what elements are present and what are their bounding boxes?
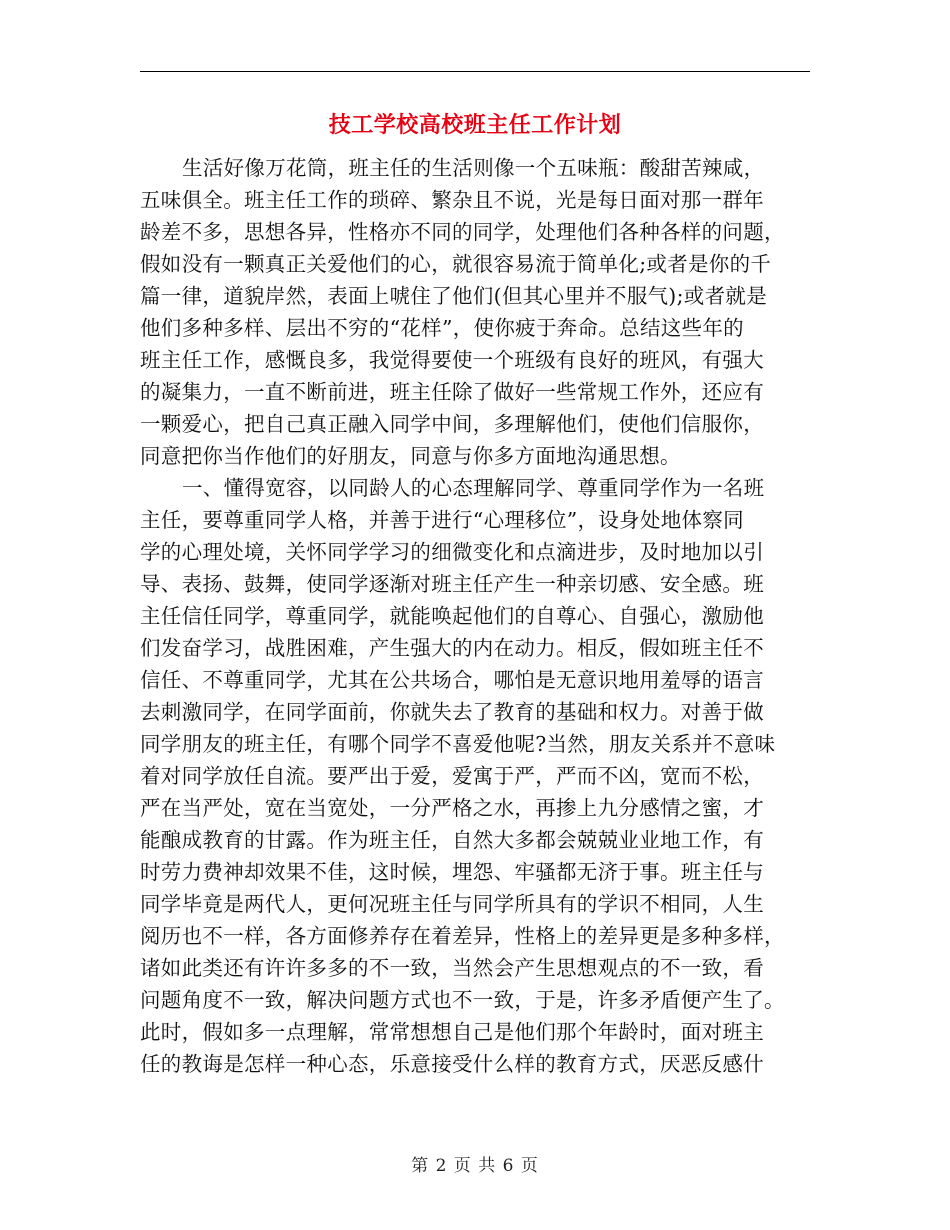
paragraph-2-line: 阅历也不一样，各方面修养存在着差异，性格上的差异更是多种多样， (140, 924, 785, 948)
paragraph-2-line: 学的心理处境，关怀同学学习的细微变化和点滴进步，及时地加以引 (140, 540, 764, 564)
document-title: 技工学校高校班主任工作计划 (328, 113, 622, 138)
paragraph-2-line: 同学毕竟是两代人，更何况班主任与同学所具有的学识不相同，人生 (140, 892, 764, 916)
paragraph-2-line: 能酿成教育的甘露。作为班主任，自然大多都会兢兢业业地工作，有 (140, 828, 764, 852)
paragraph-2-line: 一、懂得宽容，以同龄人的心态理解同学、尊重同学作为一名班 (182, 476, 765, 500)
paragraph-2-line: 任的教诲是怎样一种心态，乐意接受什么样的教育方式，厌恶反感什 (140, 1052, 764, 1076)
paragraph-2-line: 严在当严处，宽在当宽处，一分严格之水，再掺上九分感情之蜜，才 (140, 796, 764, 820)
paragraph-1-line: 篇一律，道貌岸然，表面上唬住了他们(但其心里并不服气);或者就是 (140, 284, 768, 308)
paragraph-2-line: 去刺激同学，在同学面前，你就失去了教育的基础和权力。对善于做 (140, 700, 764, 724)
paragraph-1-line: 班主任工作，感慨良多，我觉得要使一个班级有良好的班风，有强大 (140, 348, 764, 372)
paragraph-1-line: 同意把你当作他们的好朋友，同意与你多方面地沟通思想。 (140, 444, 681, 468)
paragraph-2-line: 主任，要尊重同学人格，并善于进行“心理移位”，设身处地体察同 (140, 508, 744, 532)
paragraph-2-line: 着对同学放任自流。要严出于爱，爱寓于严，严而不凶，宽而不松， (140, 764, 764, 788)
paragraph-2-line: 导、表扬、鼓舞，使同学逐渐对班主任产生一种亲切感、安全感。班 (140, 572, 764, 596)
paragraph-2-line: 问题角度不一致，解决问题方式也不一致，于是，许多矛盾便产生了。 (140, 988, 785, 1012)
paragraph-1-line: 五味俱全。班主任工作的琐碎、繁杂且不说，光是每日面对那一群年 (140, 188, 764, 212)
document-body (140, 152, 810, 1080)
paragraph-2-line: 此时，假如多一点理解，常常想想自己是他们那个年龄时，面对班主 (140, 1020, 764, 1044)
paragraph-2-line: 信任、不尊重同学，尤其在公共场合，哪怕是无意识地用羞辱的语言 (140, 668, 764, 692)
paragraph-1-line: 的凝集力，一直不断前进，班主任除了做好一些常规工作外，还应有 (140, 380, 764, 404)
paragraph-2-line: 同学朋友的班主任，有哪个同学不喜爱他呢?当然，朋友关系并不意味 (140, 732, 776, 756)
header-rule (140, 71, 810, 72)
paragraph-1-line: 生活好像万花筒，班主任的生活则像一个五味瓶：酸甜苦辣咸， (182, 156, 765, 180)
paragraph-1-line: 龄差不多，思想各异，性格亦不同的同学，处理他们各种各样的问题， (140, 220, 785, 244)
paragraph-2-line: 们发奋学习，战胜困难，产生强大的内在动力。相反，假如班主任不 (140, 636, 764, 660)
paragraph-2-line: 主任信任同学，尊重同学，就能唤起他们的自尊心、自强心，激励他 (140, 604, 764, 628)
page-number-footer: 第 2 页 共 6 页 (411, 1156, 539, 1176)
paragraph-2-line: 诸如此类还有许许多多的不一致，当然会产生思想观点的不一致，看 (140, 956, 764, 980)
paragraph-1-line: 假如没有一颗真正关爱他们的心，就很容易流于简单化;或者是你的千 (140, 252, 772, 276)
paragraph-2-line: 时劳力费神却效果不佳，这时候，埋怨、牢骚都无济于事。班主任与 (140, 860, 764, 884)
paragraph-1-line: 一颗爱心，把自己真正融入同学中间，多理解他们，使他们信服你， (140, 412, 764, 436)
paragraph-1-line: 他们多种多样、层出不穷的“花样”，使你疲于奔命。总结这些年的 (140, 316, 744, 340)
